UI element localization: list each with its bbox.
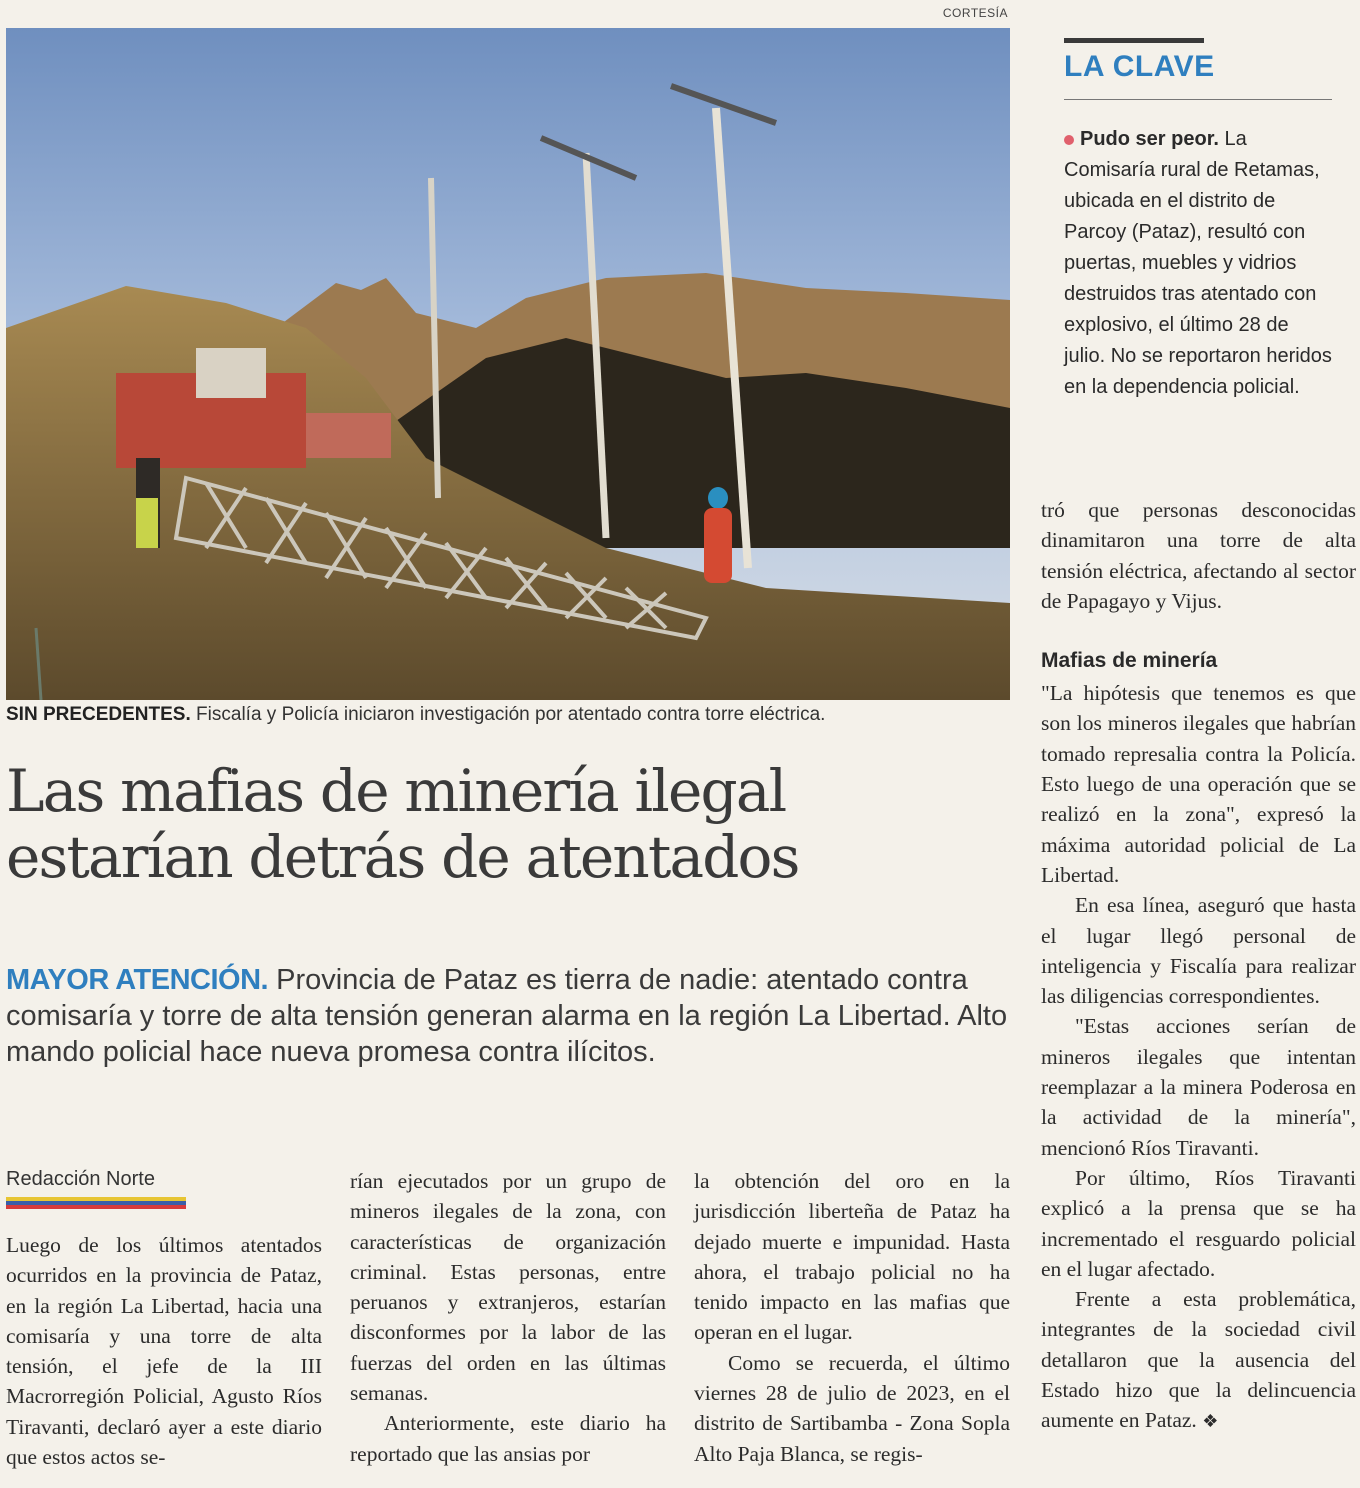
- caption-text: Fiscalía y Policía iniciaron investigación por atentado contra torre eléctrica.: [190, 704, 826, 725]
- headline: [6, 758, 1016, 890]
- news-photo: [6, 28, 1010, 700]
- col4-paragraph-5: Por último, Ríos Tiravanti explicó a la prensa que se ha incrementado el resguardo policial en el lugar afectado.: [1041, 1165, 1356, 1281]
- col1-paragraph: Luego de los últimos atentados ocurridos en la provincia de Pataz, en la región La Libertad, hacia una comisaría y una torre de alta tensión, el jefe de la III Macrorregión Policial, Agusto Ríos Tiravanti, declaró ayer a este diario que estos actos se-: [6, 1233, 322, 1470]
- col2-paragraph-2: Anteriormente, este diario ha reportado que las ansias por: [350, 1411, 666, 1466]
- col4-subtitle: Mafias de minería: [1041, 649, 1218, 673]
- bullet-dot-icon: [1064, 135, 1074, 145]
- article-column-3: [694, 1166, 1010, 1469]
- article-column-2: [350, 1166, 666, 1469]
- col4-paragraph-2: "La hipótesis que tenemos es que son los mineros ilegales que habrían tomado represalia contra la Policía. Esto luego de una operación que se realizó en la zona", expresó la máxima autoridad policial de La Libertad.: [1041, 681, 1356, 887]
- article-column-4: [1041, 495, 1356, 1437]
- photo-illustration: [6, 28, 1010, 700]
- col4-paragraph-1: tró que personas desconocidas dinamitaron una torre de alta tensión eléctrica, afectando al sector de Papagayo y Vijus.: [1041, 498, 1356, 613]
- key-box-lead: Pudo ser peor.: [1080, 128, 1219, 150]
- article-column-1: [6, 1230, 322, 1472]
- headline-line-2: estarían detrás de atentados: [6, 823, 799, 891]
- byline-flag-rule: [6, 1197, 186, 1209]
- col4-paragraph-6: [1041, 1284, 1356, 1436]
- key-box-rule: [1064, 99, 1332, 100]
- photo-credit: CORTESÍA: [942, 6, 1008, 20]
- headline-line-1: Las mafias de minería ilegal: [6, 757, 786, 825]
- subheadline: [6, 962, 1016, 1070]
- col4-paragraph-4: "Estas acciones serían de mineros ilegales que intentan reemplazar a la minera Poderosa en la actividad de la minería", mencionó Ríos Tiravanti.: [1041, 1014, 1356, 1160]
- key-box-body: La Comisaría rural de Retamas, ubicada en el distrito de Parcoy (Pataz), resultó con puertas, muebles y vidrios destruidos tras atentado con explosivo, el último 28 de julio. No se reportaron heridos en la dependencia policial.: [1064, 128, 1332, 398]
- caption-lead: SIN PRECEDENTES.: [6, 704, 191, 725]
- col4-paragraph-3: En esa línea, aseguró que hasta el lugar llegó personal de inteligencia y Fiscalía para realizar las diligencias correspondientes.: [1041, 893, 1356, 1009]
- key-box-text: [1064, 124, 1332, 403]
- subhead-text: Provincia de Pataz es tierra de nadie: atentado contra comisaría y torre de alta tensión generan alarma en la región La Libertad. Alto mando policial hace nueva promesa contra ilícitos.: [6, 964, 1008, 1068]
- col3-paragraph-1: la obtención del oro en la jurisdicción liberteña de Pataz ha dejado muerte e impunidad. Hasta ahora, el trabajo policial no ha tenido impacto en las mafias que operan en el lugar.: [694, 1169, 1010, 1345]
- end-mark-icon: ❖: [1202, 1411, 1219, 1432]
- col2-paragraph-1: rían ejecutados por un grupo de mineros ilegales de la zona, con características de organización criminal. Estas personas, entre peruanos y extranjeros, estarían disconformes por la labor de las fuerzas del orden en las últimas semanas.: [350, 1169, 666, 1406]
- key-box-title: LA CLAVE: [1064, 50, 1215, 83]
- photo-caption: [6, 704, 1010, 726]
- col3-paragraph-2: Como se recuerda, el último viernes 28 de julio de 2023, en el distrito de Sartibamba - Zona Sopla Alto Paja Blanca, se regis-: [694, 1350, 1010, 1466]
- subhead-lead: MAYOR ATENCIÓN.: [6, 964, 269, 996]
- byline: Redacción Norte: [6, 1168, 155, 1190]
- key-box-top-bar: [1064, 38, 1204, 43]
- col4-paragraph-6-text: Frente a esta problemática, integrantes de la sociedad civil detallaron que la ausencia del Estado hizo que la delincuencia aumente en Pataz.: [1041, 1287, 1356, 1433]
